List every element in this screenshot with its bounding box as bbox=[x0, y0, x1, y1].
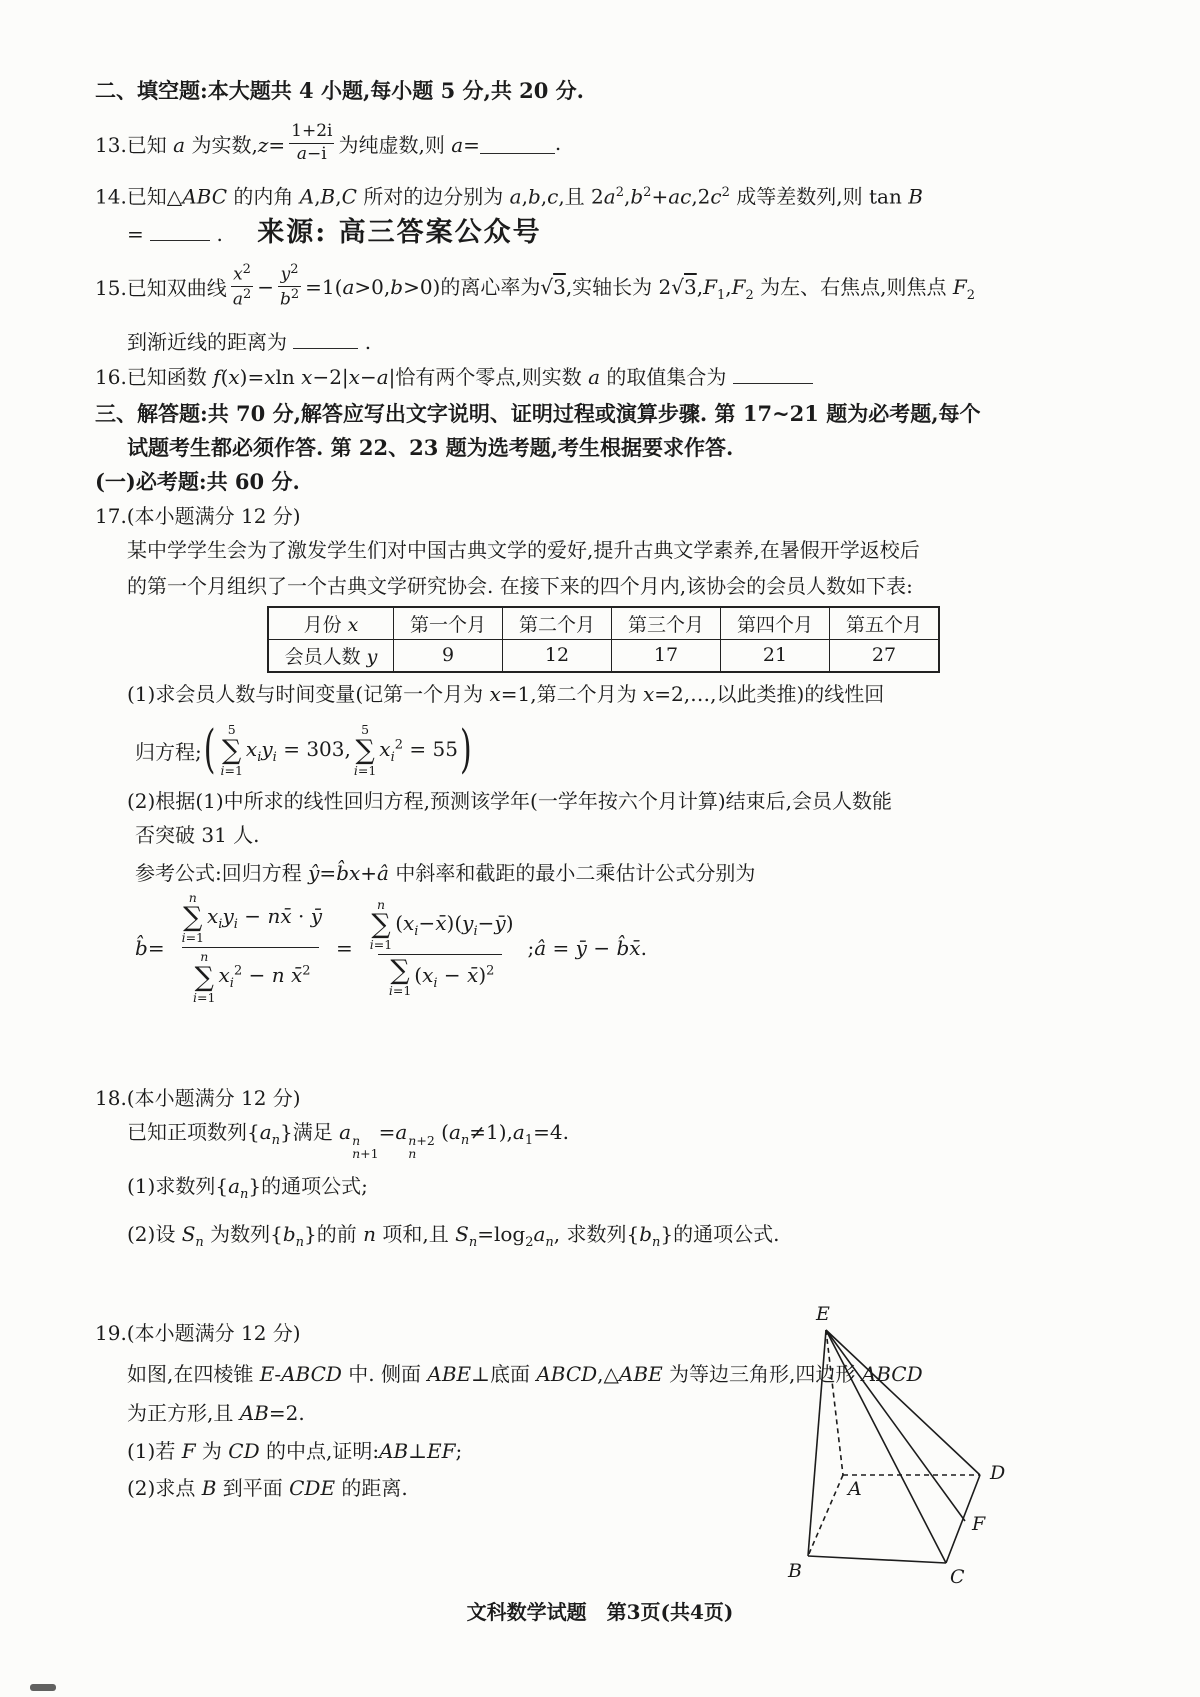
table-header-cell: 第二个月 bbox=[503, 607, 612, 640]
fraction-numerator: $y^2$ bbox=[280, 262, 299, 285]
right-paren: ) bbox=[459, 720, 472, 781]
q18-part1: (1)求数列$\{a_n\}$的通项公式; bbox=[127, 1173, 368, 1202]
edge-BC bbox=[808, 1556, 946, 1563]
sigma-icon: ∑ bbox=[390, 955, 410, 987]
edge-EC bbox=[826, 1330, 946, 1563]
q17-part1-line1: (1)求会员人数与时间变量(记第一个月为 x=1,第二个月为 x=2,…,以此类推)的线性回 bbox=[127, 681, 885, 706]
q15-fraction-y bbox=[278, 262, 301, 311]
q13-text-pre: 13.已知 a 为实数,z= bbox=[95, 132, 286, 157]
q14-period: . bbox=[216, 221, 223, 246]
fraction-denominator bbox=[378, 954, 503, 1000]
q18-given: 已知正项数列$\{a_n\}$满足 a n n+1 =a n+2 n $(a_n\ne 1),a_1=4$. bbox=[127, 1119, 569, 1161]
q15-text-pre: 15.已知双曲线 bbox=[95, 276, 227, 301]
edge-EF bbox=[826, 1330, 965, 1521]
sum-upper-limit: n bbox=[200, 949, 209, 965]
denominator-expression: $x_i^2 - n$ x̄$^2$ bbox=[218, 963, 311, 992]
answer-blank bbox=[480, 133, 555, 154]
q17-part2-line2: 否突破 31 人. bbox=[135, 822, 260, 847]
question-17-header: 17.(本小题满分 12 分) bbox=[95, 503, 301, 528]
q17-paragraph-line2: 的第一个月组织了一个古典文学研究协会. 在接下来的四个月内,该协会的会员人数如下表: bbox=[127, 573, 913, 598]
q19-part1: (1)若 F 为 CD 的中点,证明:AB⊥EF; bbox=[127, 1438, 463, 1463]
table-header-cell: 第一个月 bbox=[394, 607, 503, 640]
section-solutions-heading-line2: 试题考生都必须作答. 第 22、23 题为选考题,考生根据要求作答. bbox=[127, 434, 734, 460]
table-header-month: 月份 x bbox=[268, 607, 394, 640]
sum-upper-limit: n bbox=[188, 889, 197, 905]
q15-text-mid: =1(a>0,b>0)的离心率为√3,实轴长为 $2√3,F_1,F_2$ 为左、右焦点,则焦点 $F_2$ bbox=[305, 274, 976, 303]
q13-fraction bbox=[289, 121, 334, 165]
sum1-expression: $x_iy_i = 303$, bbox=[245, 736, 351, 765]
q19-given-line2: 为正方形,且 AB=2. bbox=[127, 1400, 305, 1425]
sum-operator bbox=[182, 891, 204, 946]
sum-operator bbox=[389, 957, 411, 998]
sum-lower-limit: i=1 bbox=[369, 937, 393, 953]
sum-upper-limit: 5 bbox=[227, 722, 236, 738]
edge-EB bbox=[808, 1330, 826, 1556]
sigma-icon: ∑ bbox=[194, 961, 214, 993]
vertex-label-B: B bbox=[788, 1560, 802, 1582]
table-header-cell: 第四个月 bbox=[721, 607, 830, 640]
q13-text-post: 为纯虚数,则 a= bbox=[338, 132, 480, 157]
q17-paragraph-line1: 某中学学生会为了激发学生们对中国古典文学的爱好,提升古典文学素养,在暑假开学返校后 bbox=[127, 537, 920, 562]
numerator-expression: $(x_i-x̄)(y_i-ȳ)$ bbox=[395, 910, 514, 939]
fraction-denominator: a−i bbox=[289, 143, 334, 165]
source-watermark: 来源: 高三答案公众号 bbox=[257, 216, 542, 248]
q17-part1-line2-text: 归方程; bbox=[135, 740, 202, 765]
question-18-header: 18.(本小题满分 12 分) bbox=[95, 1085, 301, 1110]
question-14-line1: 14.已知△ABC 的内角 A,B,C 所对的边分别为 a,b,c,且 $2a^2,b^2+ac,2c^2$ 成等差数列,则 tan B bbox=[95, 184, 923, 209]
table-value-cell: 9 bbox=[394, 639, 503, 672]
edge-EA-dashed bbox=[826, 1330, 843, 1475]
fraction-numerator: $x^2$ bbox=[233, 262, 251, 285]
q13-period: . bbox=[554, 131, 562, 155]
fraction-denominator: $a^2$ bbox=[232, 287, 252, 310]
question-15-line1 bbox=[95, 258, 1150, 316]
question-14-line2 bbox=[95, 214, 1150, 252]
table-header-cell: 第三个月 bbox=[612, 607, 721, 640]
q14-equals: = bbox=[127, 221, 144, 246]
vertex-label-A: A bbox=[848, 1478, 862, 1500]
formula-rhs: ;â = ȳ − b̂x̄. bbox=[527, 935, 647, 960]
fraction-numerator bbox=[359, 896, 522, 955]
q15-fraction-x bbox=[231, 262, 253, 311]
fraction-numerator bbox=[171, 889, 330, 948]
vertex-label-D: D bbox=[990, 1462, 1006, 1484]
formula-fraction-2 bbox=[359, 896, 522, 1000]
q15-minus: − bbox=[257, 274, 274, 299]
membership-table bbox=[267, 606, 940, 673]
sigma-icon: ∑ bbox=[222, 735, 242, 767]
sum-lower-limit: i=1 bbox=[388, 983, 412, 999]
q18-part2: (2)设 $S_n$ 为数列$\{b_n\}$的前 n 项和,且 $S_n=\log_2a_n$, 求数列$\{b_n\}$的通项公式. bbox=[127, 1221, 780, 1250]
required-questions-subheading: (一)必考题:共 60 分. bbox=[95, 468, 300, 494]
sum-upper-limit: 5 bbox=[361, 722, 370, 738]
formula-equals: = bbox=[336, 935, 353, 960]
sum-operator bbox=[370, 898, 392, 953]
fraction-numerator: 1+2i bbox=[291, 121, 333, 142]
q17-part1-sums bbox=[95, 720, 1150, 781]
q19-part2: (2)求点 B 到平面 CDE 的距离. bbox=[127, 1475, 408, 1500]
sum-operator bbox=[193, 950, 215, 1005]
table-value-cell: 12 bbox=[503, 639, 612, 672]
sum2-expression: $x_i^2 = 55$ bbox=[379, 736, 458, 765]
question-16 bbox=[95, 360, 1150, 394]
least-squares-formula bbox=[95, 890, 1150, 1006]
q15-text-line2: 到渐近线的距离为 bbox=[127, 329, 287, 354]
vertex-label-C: C bbox=[950, 1566, 965, 1588]
denominator-expression: ($x_i$ − x̄)$^2$ bbox=[414, 963, 495, 992]
table-value-cell: 27 bbox=[830, 639, 940, 672]
q17-reference-note: 参考公式:回归方程 ŷ=b̂x+â 中斜率和截距的最小二乘估计公式分别为 bbox=[135, 860, 756, 885]
sigma-icon: ∑ bbox=[355, 735, 375, 767]
vertex-label-E: E bbox=[816, 1303, 830, 1325]
fraction-denominator: $b^2$ bbox=[280, 287, 300, 310]
section-solutions-heading-line1: 三、解答题:共 70 分,解答应写出文字说明、证明过程或演算步骤. 第 17~21 题为必考题,每个 bbox=[95, 400, 981, 426]
table-value-cell: 17 bbox=[612, 639, 721, 672]
fraction-denominator bbox=[182, 947, 318, 1007]
table-header-row bbox=[268, 607, 939, 640]
sum-upper-limit: n bbox=[376, 896, 386, 912]
table-row-label: 会员人数 y bbox=[268, 639, 394, 672]
question-13 bbox=[95, 115, 1150, 171]
q19-given-line1: 如图,在四棱锥 E-ABCD 中. 侧面 ABE⊥底面 ABCD,△ABE 为等边三角形,四边形 ABCD bbox=[127, 1361, 923, 1386]
numerator-expression: $x_iy_i$ − nx̄ · ȳ bbox=[207, 903, 322, 932]
section-fill-in-heading: 二、填空题:本大题共 4 小题,每小题 5 分,共 20 分. bbox=[95, 78, 584, 103]
q16-text: 16.已知函数 f(x)=xln x−2|x−a|恰有两个零点,则实数 a 的取值集合为 bbox=[95, 364, 727, 389]
formula-fraction-1 bbox=[171, 889, 330, 1007]
page-footer: 文科数学试题 第3页(共4页) bbox=[466, 1600, 734, 1624]
vertex-label-F: F bbox=[972, 1513, 986, 1535]
q15-period: . bbox=[364, 329, 372, 354]
sum-lower-limit: i=1 bbox=[193, 989, 216, 1005]
sigma-icon: ∑ bbox=[183, 902, 203, 934]
answer-blank bbox=[733, 363, 813, 384]
sum-operator bbox=[220, 723, 242, 778]
q17-part2-line1: (2)根据(1)中所求的线性回归方程,预测该学年(一学年按六个月计算)结束后,会员人数能 bbox=[127, 788, 892, 813]
question-19-header: 19.(本小题满分 12 分) bbox=[95, 1320, 301, 1345]
sum-operator bbox=[354, 723, 376, 778]
edge-ED bbox=[826, 1330, 980, 1475]
answer-blank bbox=[150, 220, 210, 241]
table-header-cell: 第五个月 bbox=[830, 607, 940, 640]
table-value-row bbox=[268, 639, 939, 672]
sum-lower-limit: i=1 bbox=[220, 763, 243, 779]
sum-lower-limit: i=1 bbox=[353, 763, 377, 779]
answer-blank bbox=[293, 328, 358, 349]
formula-lhs: b̂= bbox=[135, 935, 165, 960]
pyramid-diagram bbox=[778, 1293, 1018, 1597]
question-15-line2 bbox=[95, 325, 1150, 359]
left-paren: ( bbox=[203, 720, 216, 781]
sigma-icon: ∑ bbox=[371, 909, 391, 941]
table-value-cell: 21 bbox=[721, 639, 830, 672]
sum-lower-limit: i=1 bbox=[181, 930, 205, 946]
scan-artifact bbox=[30, 1684, 56, 1691]
